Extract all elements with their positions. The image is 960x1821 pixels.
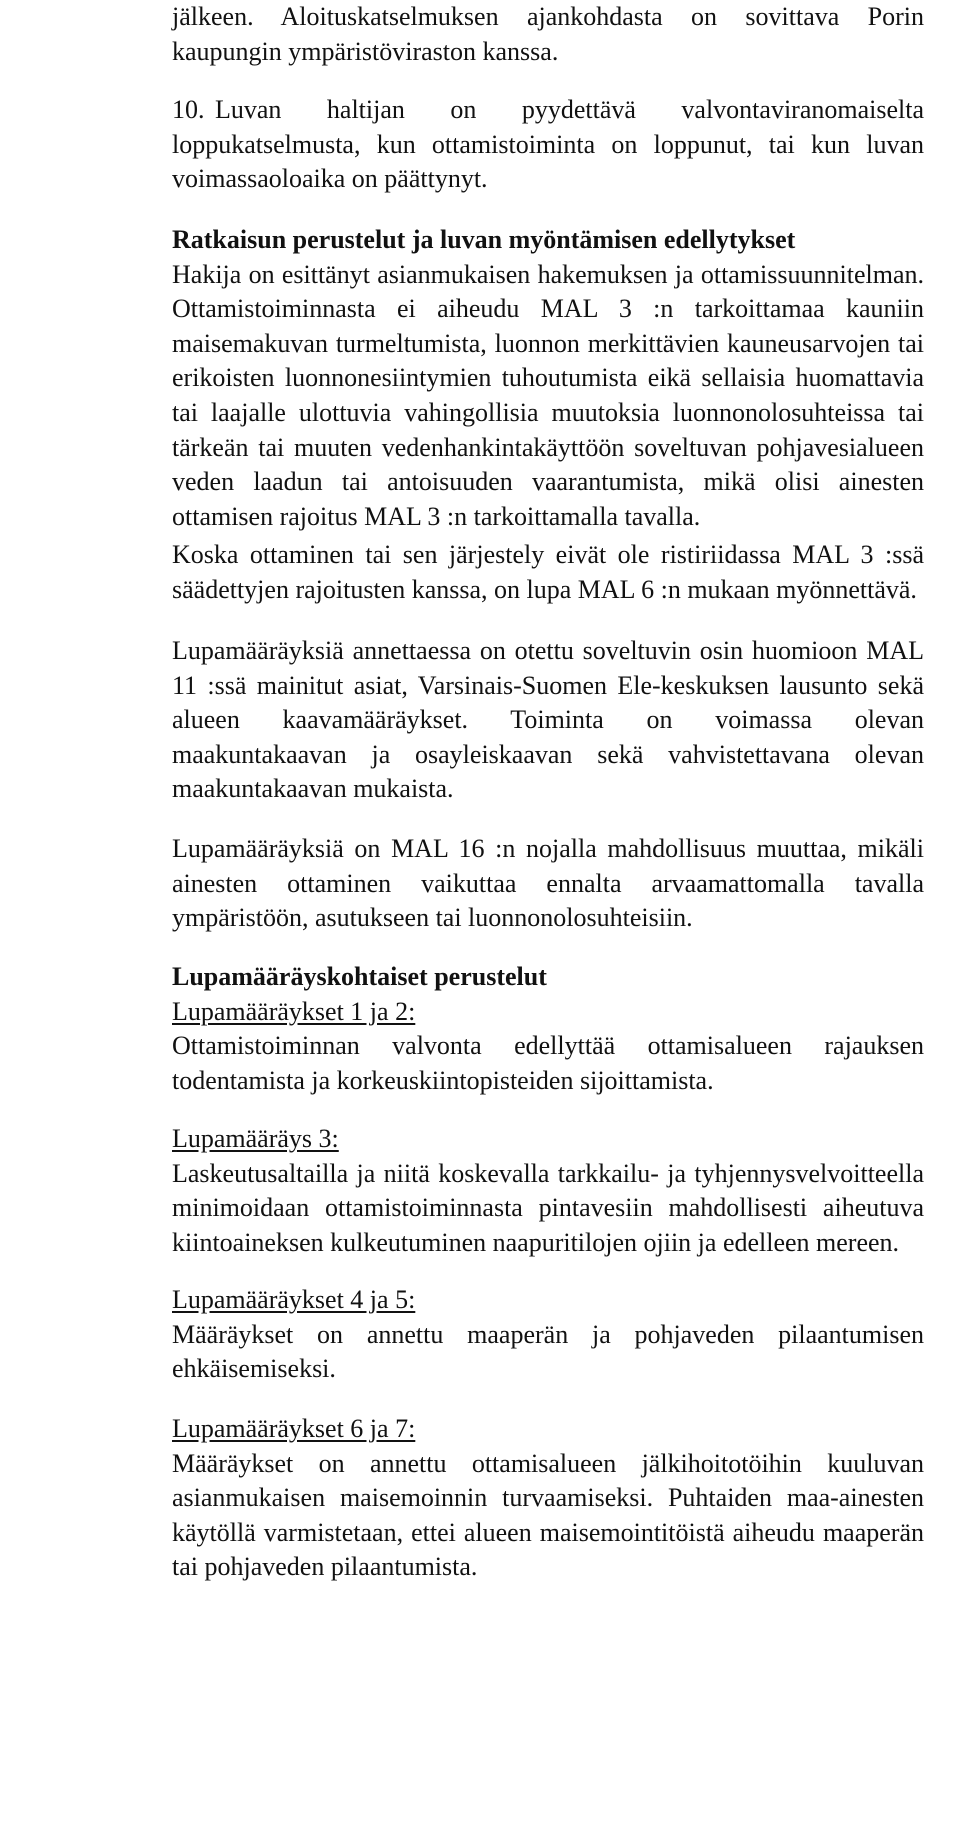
reasons-paragraph-1: Hakija on esittänyt asianmukaisen hakemuksen ja ottamissuunnitelman. Ottamistoiminnasta ei aiheudu MAL 3 :n tarkoittamaa kauniin maisemakuvan turmeltumista, luonnon merkittävien kauneusarvojen tai erikoisten luonnonesiintymien tuhoutumista eikä sellaisia huomattavia tai laajalle ulottuvia vahingollisia muutoksia luonnonolosuhteissa tai tärkeän tai muuten vedenhankintakäyttöön soveltuvan pohjavesialueen veden laadun tai antoisuuden vaarantumista, mikä olisi ainesten ottamisen rajoitus MAL 3 :n tarkoittamalla tavalla.	[172, 259, 924, 531]
specific-item-3	[172, 1122, 924, 1260]
reasons-paragraph-2-block	[172, 538, 924, 607]
specific-item-4-5	[172, 1283, 924, 1387]
item-10-text: Luvan haltijan on pyydettävä valvontaviranomaiselta loppukatselmusta, kun ottamistoiminta on loppunut, tai kun luvan voimassaoloaika on päättynyt.	[172, 95, 924, 194]
item-label: Lupamääräykset 6 ja 7:	[172, 1414, 416, 1443]
section-specific-heading: Lupamääräyskohtaiset perustelut	[172, 962, 547, 991]
intro-paragraph	[172, 0, 924, 69]
item-text: Ottamistoiminnan valvonta edellyttää ottamisalueen rajauksen todentamista ja korkeuskiintopisteiden sijoittamista.	[172, 1031, 924, 1095]
item-10	[172, 93, 924, 197]
reasons-paragraph-3: Lupamääräyksiä annettaessa on otettu soveltuvin osin huomioon MAL 11 :ssä mainitut asiat, Varsinais-Suomen Ele-keskuksen lausunto sekä alueen kaavamääräykset. Toiminta on voimassa olevan maakuntakaavan ja osayleiskaavan sekä vahvistettavana olevan maakuntakaavan mukaista.	[172, 636, 924, 804]
item-label: Lupamääräys 3:	[172, 1124, 339, 1153]
item-text: Määräykset on annettu maaperän ja pohjaveden pilaantumisen ehkäisemiseksi.	[172, 1319, 924, 1384]
item-10-number: 10.	[172, 95, 205, 124]
item-label: Lupamääräykset 1 ja 2:	[172, 996, 416, 1026]
item-label: Lupamääräykset 4 ja 5:	[172, 1285, 416, 1314]
item-text: Laskeutusaltailla ja niitä koskevalla tarkkailu- ja tyhjennysvelvoitteella minimoidaan ottamistoiminnasta pintavesiin mahdollisesti aiheutuva kiintoaineksen kulkeutuminen naapuritilojen ojiin ja edelleen mereen.	[172, 1158, 924, 1257]
section-reasons-heading: Ratkaisun perustelut ja luvan myöntämisen edellytykset	[172, 225, 796, 254]
specific-item-6-7	[172, 1412, 924, 1585]
reasons-paragraph-2: Koska ottaminen tai sen järjestely eivät ole ristiriidassa MAL 3 :ssä säädettyjen rajoitusten kanssa, on lupa MAL 6 :n mukaan myönnettävä.	[172, 540, 924, 604]
reasons-paragraph-3-block	[172, 634, 924, 807]
section-reasons	[172, 223, 924, 534]
item-text: Määräykset on annettu ottamisalueen jälkihoitotöihin kuuluvan asianmukaisen maisemoinnin turvaamiseksi. Puhtaiden maa-ainesten käytöllä varmistetaan, ettei alueen maisemointitöistä aiheudu maaperän tai pohjaveden pilaantumista.	[172, 1448, 924, 1582]
reasons-paragraph-4: Lupamääräyksiä on MAL 16 :n nojalla mahdollisuus muuttaa, mikäli ainesten ottaminen vaikuttaa ennalta arvaamattomalla tavalla ympäristöön, asutukseen tai luonnonolosuhteisiin.	[172, 834, 924, 933]
reasons-paragraph-4-block	[172, 832, 924, 936]
section-specific-reasons	[172, 960, 924, 1098]
intro-text: jälkeen. Aloituskatselmuksen ajankohdasta on sovittava Porin kaupungin ympäristöviraston kanssa.	[172, 2, 924, 66]
